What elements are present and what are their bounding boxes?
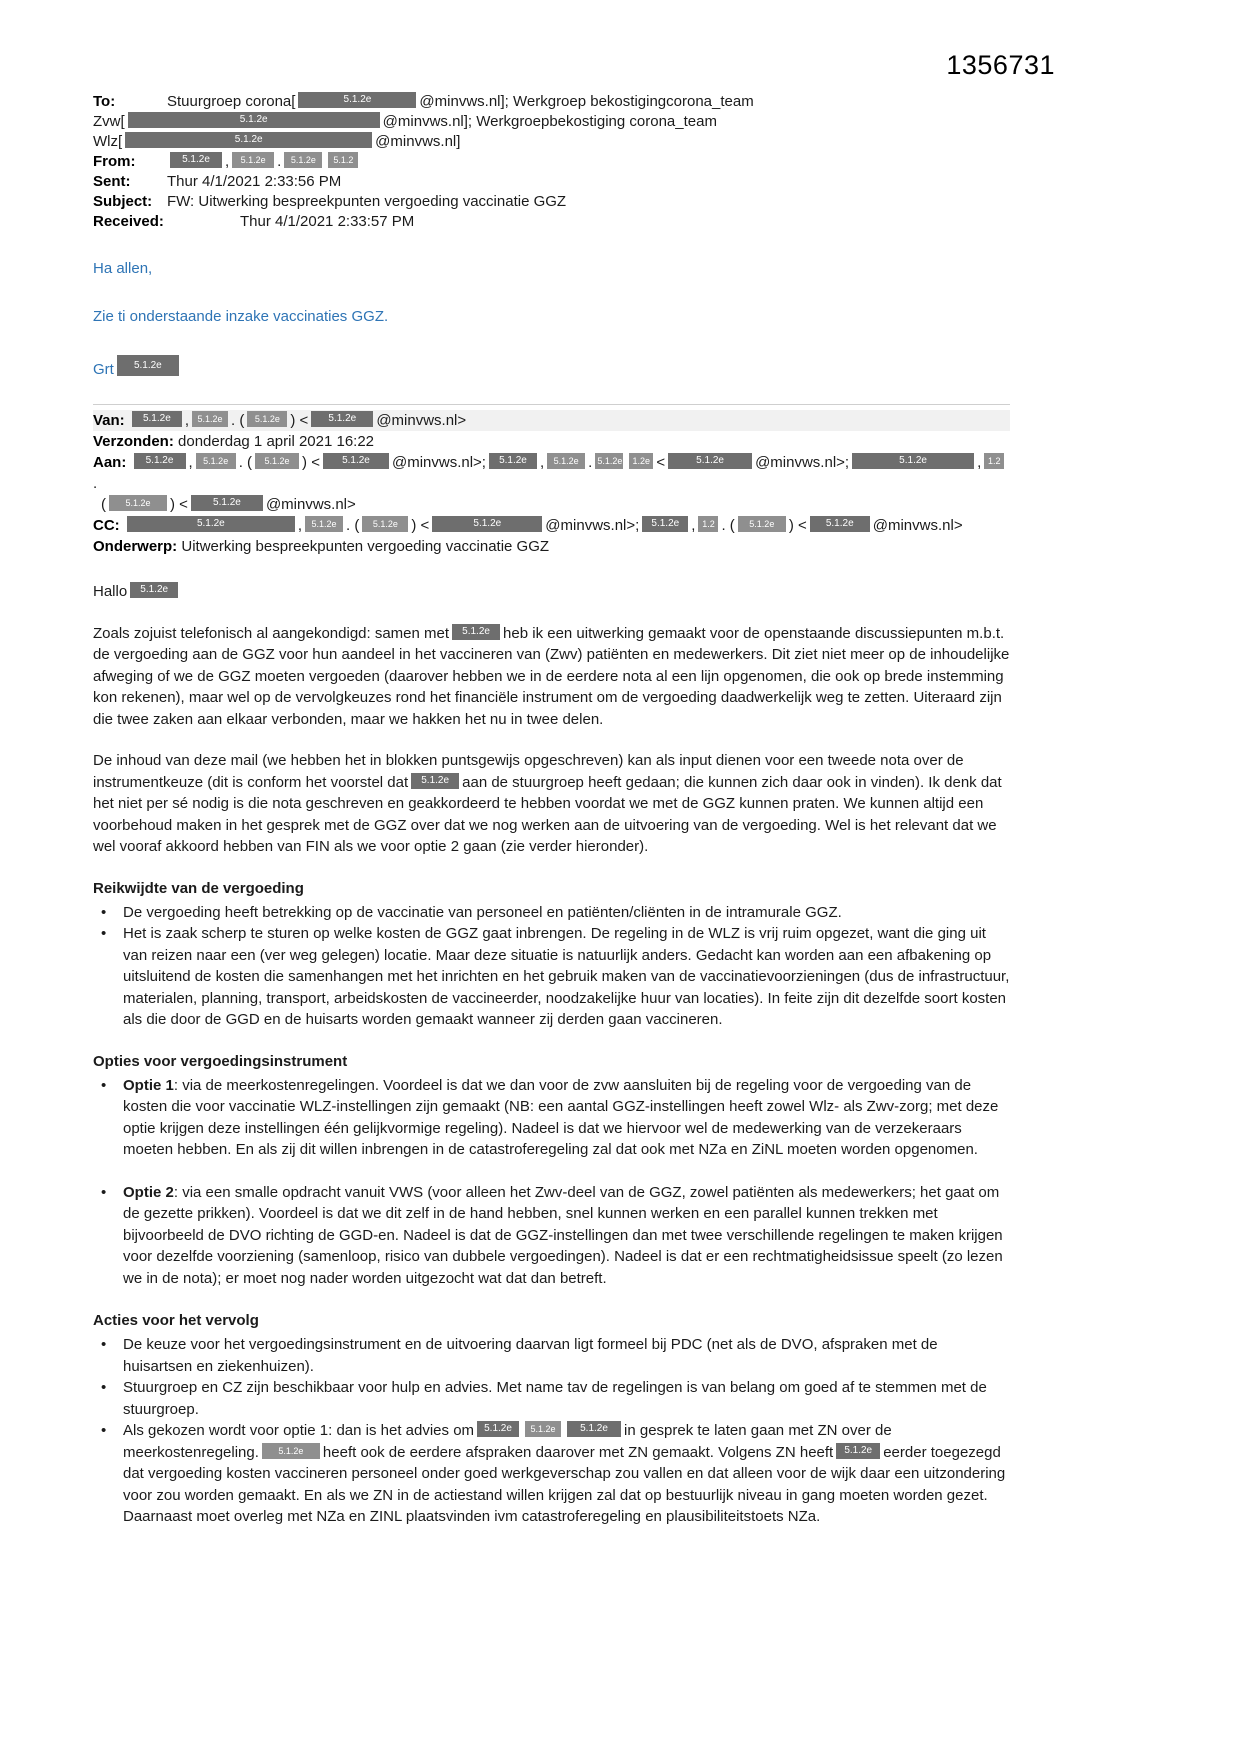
text-run: @minvws.nl]; Werkgroepbekostiging corona_team xyxy=(382,113,717,130)
bullet-marker xyxy=(93,1334,123,1377)
header-field-label: Van: xyxy=(93,412,125,429)
redaction-box: 5.1.2e xyxy=(262,1443,320,1459)
bullet-text xyxy=(123,902,1010,924)
body-paragraph xyxy=(93,623,1010,731)
redaction-box: 5.1.2e xyxy=(477,1421,519,1437)
header-field-value xyxy=(167,92,1010,111)
redaction-box: 5.1.2e xyxy=(525,1421,561,1437)
redaction-box: 5.1.2e xyxy=(134,453,186,469)
text-run: Uitwerking bespreekpunten vergoeding vaccinatie GGZ xyxy=(181,538,550,555)
redaction-box: 5.1.2e xyxy=(411,773,459,789)
redaction-box: 5.1.2e xyxy=(738,516,786,532)
header-field-value xyxy=(167,192,1010,211)
redaction-box: 5.1.2e xyxy=(432,516,542,532)
text-run: Thur 4/1/2021 2:33:56 PM xyxy=(167,173,342,190)
bullet-marker xyxy=(93,1377,123,1420)
text-run: : via de meerkostenregelingen. Voordeel is dat we dan voor de zvw aansluiten bij de regeling voor de vergoeding van de kosten die voor vaccinatie WLZ-instellingen zijn gemaakt (NB: een aantal GGZ-instellingen heeft zowel Wlz- als Zwv-zorg; met deze optie krijgen deze instellingen één gelijkvormige regeling). Nadeel is dat we hiervoor wel de medewerking van de verzekeraars moeten hebben. En als zij dit willen inbrengen in de catastroferegeling zal dat ook met NZa en ZiNL moeten worden opgenomen. xyxy=(123,1076,999,1158)
note-signoff xyxy=(93,355,1010,380)
redaction-box: 5.1.2e xyxy=(117,355,179,376)
bullet-marker xyxy=(93,1182,123,1290)
redaction-box: 5.1.2e xyxy=(452,624,500,640)
body-greeting xyxy=(93,581,1010,603)
text-run: ) < xyxy=(290,412,309,429)
text-run: ) < xyxy=(411,517,430,534)
bullet-item xyxy=(93,1075,1010,1161)
header-field-label: Aan: xyxy=(93,454,127,471)
bullet-text xyxy=(123,1182,1010,1290)
redaction-box: 5.1.2e xyxy=(668,453,752,469)
text-run: @minvws.nl>; xyxy=(391,454,486,471)
text-run: @minvws.nl> xyxy=(265,496,356,513)
text-run: Hallo xyxy=(93,583,128,600)
redaction-box: 1.2e xyxy=(629,453,653,469)
redaction-box: 5.1.2e xyxy=(130,582,178,598)
redaction-box: 5.1.2e xyxy=(311,411,373,427)
text-run: , xyxy=(188,454,193,471)
forward-header-row xyxy=(93,494,1010,515)
redaction-box: 5.1.2e xyxy=(191,495,263,511)
header-row xyxy=(93,152,1010,171)
email-header xyxy=(93,92,1010,231)
text-run: Zoals zojuist telefonisch al aangekondigd: samen met xyxy=(93,624,450,642)
text-run: Grt xyxy=(93,361,114,378)
bullet-text xyxy=(123,1334,1010,1377)
text-run: De vergoeding heeft betrekking op de vaccinatie van personeel en patiënten/cliënten in de intramurale GGZ. xyxy=(123,903,842,921)
redaction-box: 5.1.2e xyxy=(852,453,974,469)
redaction-box: 5.1.2e xyxy=(810,516,870,532)
header-field-label: To: xyxy=(93,93,116,110)
bullet-text xyxy=(123,1420,1010,1528)
text-run: , xyxy=(184,412,190,429)
redaction-box: 5.1.2e xyxy=(255,453,299,469)
redaction-box: 1.2 xyxy=(984,453,1004,469)
redaction-box: 5.1.2e xyxy=(362,516,408,532)
note-line: Ha allen, xyxy=(93,260,153,277)
forward-header-row xyxy=(93,410,1010,431)
redaction-box: 5.1.2e xyxy=(192,411,228,427)
text-run: @minvws.nl]; Werkgroep bekostigingcorona_team xyxy=(419,93,754,110)
text-run: heeft ook de eerdere afspraken daarover met ZN gemaakt. Volgens ZN heeft xyxy=(322,1443,834,1461)
header-row xyxy=(93,132,1010,151)
header-field-value xyxy=(93,132,1010,151)
text-run: @minvws.nl] xyxy=(375,133,461,150)
text-run: ( xyxy=(101,496,106,513)
bullet-text xyxy=(123,923,1010,1031)
bullet-item xyxy=(93,923,1010,1031)
forward-header-row xyxy=(93,452,1010,494)
bullet-marker xyxy=(93,1420,123,1528)
redaction-box: 5.1.2e xyxy=(247,411,287,427)
text-run: donderdag 1 april 2021 16:22 xyxy=(178,433,375,450)
text-run: . ( xyxy=(231,412,245,429)
redaction-box: 5.1.2e xyxy=(128,112,380,128)
text-run: Zvw[ xyxy=(93,113,125,130)
bullet-item xyxy=(93,1334,1010,1377)
text-run: ) < xyxy=(170,496,188,513)
header-field-label: Received: xyxy=(93,213,164,230)
redaction-box: 5.1.2e xyxy=(127,516,295,532)
redaction-box: 5.1.2e xyxy=(196,453,236,469)
bullet-text xyxy=(123,1377,1010,1420)
redaction-box: 5.1.2e xyxy=(170,152,222,168)
note-line: Zie ti onderstaande inzake vaccinaties GGZ. xyxy=(93,308,389,325)
bullet-item xyxy=(93,1377,1010,1420)
bullet-marker xyxy=(93,923,123,1031)
text-run: Als gekozen wordt voor optie 1: dan is het advies om xyxy=(123,1422,475,1439)
text-run: ) < xyxy=(302,454,320,471)
text-run: . xyxy=(588,454,593,471)
header-row xyxy=(93,192,1010,211)
text-run: Stuurgroep en CZ zijn beschikbaar voor hulp en advies. Met name tav de regelingen is van belang om goed af te stemmen met de stuurgroep. xyxy=(123,1379,987,1418)
text-run: , xyxy=(225,153,230,170)
email-body xyxy=(93,581,1010,1528)
text-run: < xyxy=(656,454,666,471)
text-run: heb ik een uitwerking gemaakt voor de openstaande discussiepunten m.b.t. de vergoeding aan de GGZ voor hun aandeel in het vaccineren van (Zwv) patiënten en medewerkers. Dit ziet niet meer op de inhoudelijke afweging of we de GGZ moeten vergoeden (daarover hebben we in de eerdere nota al een lijn opgenomen, die ook op brede instemming kon rekenen), maar wel op de vervolgkeuzes rond het financiële instrument om de vergoeding daadwerkelijk weg te zetten. Uiteraard zijn die twee zaken aan elkaar verbonden, maar we hakken het nu in twee delen. xyxy=(93,624,1010,728)
redaction-box: 5.1.2e xyxy=(109,495,167,511)
text-run: aan de stuurgroep heeft gedaan; die kunnen zich daar ook in vinden). Ik denk dat het niet per sé nodig is die nota geschreven en geakkordeerd te hebben voordat we met de GGZ kunnen praten. We kunnen altijd een voorbehoud maken in het gesprek met de GGZ over dat we nog werken aan de uitvoering van de vergoeding. Wel is het relevant dat we wel vooraf akkoord hebben van FIN als we voor optie 2 gaan (zie verder hieronder). xyxy=(93,773,1002,855)
forwarded-email-header xyxy=(93,404,1010,557)
body-paragraphs xyxy=(93,623,1010,858)
text-run: , xyxy=(977,454,982,471)
redaction-box: 1.2 xyxy=(698,516,718,532)
redaction-box: 5.1.2e xyxy=(489,453,537,469)
redaction-box: 5.1.2e xyxy=(567,1421,621,1437)
forward-header-row xyxy=(93,536,1010,557)
header-field-label: Sent: xyxy=(93,173,131,190)
section-heading: Reikwijdte van de vergoeding xyxy=(93,879,304,897)
body-section xyxy=(93,1051,1010,1290)
header-field-label: Verzonden: xyxy=(93,433,174,450)
bullet-marker xyxy=(93,1075,123,1161)
redaction-box: 5.1.2e xyxy=(298,92,416,108)
header-field-value xyxy=(167,172,1010,191)
forward-note xyxy=(93,259,1010,380)
header-field-label: Onderwerp: xyxy=(93,538,178,555)
header-field-value xyxy=(167,152,1010,171)
text-run-bold: Optie 2 xyxy=(123,1183,174,1201)
text-run: De keuze voor het vergoedingsinstrument en de uitvoering daarvan ligt formeel bij PDC (net als de DVO, afspraken met de huisartsen en ziekenhuizen). xyxy=(123,1336,938,1375)
redaction-box: 5.1.2e xyxy=(642,516,688,532)
body-section xyxy=(93,1310,1010,1528)
text-run: FW: Uitwerking bespreekpunten vergoeding vaccinatie GGZ xyxy=(167,193,567,210)
body-sections xyxy=(93,878,1010,1528)
redaction-box: 5.1.2 xyxy=(328,152,358,168)
bullet-text xyxy=(123,1075,1010,1161)
text-run-bold: Optie 1 xyxy=(123,1076,174,1094)
text-run: @minvws.nl> xyxy=(376,412,467,429)
text-run: in gesprek te laten gaan met ZN over de meerkostenregeling. xyxy=(123,1422,892,1461)
section-heading: Acties voor het vervolg xyxy=(93,1312,259,1329)
redaction-box: 5.1.2e xyxy=(132,411,182,427)
text-run: eerder toegezegd dat vergoeding kosten vaccineren personeel onder goed werkgeverschap zou vallen en dat alleen voor de wijk daar een uitzondering voor zou worden gemaakt. En als we ZN in de actiestand willen krijgen zal dat op bestuurlijk niveau in gang moeten worden gezet. Daarnaast moet overleg met NZa en ZINL plaatsvinden ivm catastroferegeling en plausibiliteitstoets NZa. xyxy=(123,1443,1006,1525)
header-row xyxy=(93,172,1010,191)
redaction-box: 5.1.2e xyxy=(284,152,322,168)
bullet-marker xyxy=(93,902,123,924)
header-field-label: From: xyxy=(93,153,136,170)
body-section xyxy=(93,878,1010,1031)
body-paragraph xyxy=(93,750,1010,858)
forward-header-row xyxy=(93,515,1010,536)
text-run: . ( xyxy=(238,454,253,471)
text-run: Het is zaak scherp te sturen op welke kosten de GGZ gaat inbrengen. De regeling in de WLZ is vrij ruim opgezet, want die ging uit van reizen naar een (ver weg gelegen) locatie. Maar deze situatie is natuurlijk anders. Gedacht kan worden aan een afbakening op uitsluitend de kosten die samenhangen met het inrichten en het gebruik maken van de vaccinatievoorzieningen (dus de infrastructuur, materialen, planning, transport, arbeidskosten de vaccineerder, noodzakelijke huur van locaties). In feite zijn dit dezelfde soort kosten als die door de GGD en de huisarts worden gemaakt wanneer zij derden gaan vaccineren. xyxy=(123,925,1010,1028)
header-row xyxy=(93,112,1010,131)
text-run: , xyxy=(297,517,303,534)
redaction-box: 5.1.2e xyxy=(232,152,274,168)
redaction-box: 5.1.2e xyxy=(595,453,623,469)
text-run: . ( xyxy=(346,517,360,534)
text-run: . xyxy=(93,475,98,492)
text-run: , xyxy=(691,517,696,534)
redaction-box: 5.1.2e xyxy=(125,132,372,148)
redaction-box: 5.1.2e xyxy=(323,453,389,469)
text-run: De inhoud van deze mail (we hebben het in blokken puntsgewijs opgeschreven) kan als input dienen voor een tweede nota over de instrumentkeuze (dit is conform het voorstel dat xyxy=(93,752,964,791)
header-field-value xyxy=(167,212,1010,231)
text-run: @minvws.nl> xyxy=(872,517,963,534)
document-number: 1356731 xyxy=(946,50,1055,80)
text-run: @minvws.nl>; xyxy=(545,517,640,534)
redaction-box: 5.1.2e xyxy=(836,1443,880,1459)
text-run: : via een smalle opdracht vanuit VWS (voor alleen het Zwv-deel van de GGZ, zowel patiënten als medewerkers; het gaat om de gezette prikken). Voordeel is dat we dit zelf in de hand hebben, snel kunnen werken en een parallel kunnen trekken met bijvoorbeeld de DVO richting de GGD-en. Nadeel is dat de GGZ-instellingen dan met twee verschillende regelingen te maken krijgen voor dezelfde voorziening (samenloop, risico van dubbele vergoedingen). Nadeel is dat er een rechtmatigheidsissue speelt (zo lezen we in de nota); er moet nog nader worden uitgezocht wat dat dan betreft. xyxy=(123,1183,1003,1287)
bullet-item xyxy=(93,1182,1010,1290)
header-row xyxy=(93,92,1010,111)
redaction-box: 5.1.2e xyxy=(305,516,343,532)
text-run: @minvws.nl>; xyxy=(755,454,850,471)
header-field-label: CC: xyxy=(93,517,120,534)
text-run: . ( xyxy=(721,517,735,534)
text-run: , xyxy=(539,454,545,471)
text-run: Thur 4/1/2021 2:33:57 PM xyxy=(240,213,415,230)
header-field-label: Subject: xyxy=(93,193,153,210)
section-heading: Opties voor vergoedingsinstrument xyxy=(93,1052,348,1070)
text-run: Wlz[ xyxy=(93,133,123,150)
bullet-item xyxy=(93,902,1010,924)
bullet-item xyxy=(93,1420,1010,1528)
text-run: . xyxy=(277,153,282,170)
text-run: ) < xyxy=(788,517,807,534)
text-run: Stuurgroep corona[ xyxy=(167,93,296,110)
redaction-box: 5.1.2e xyxy=(547,453,585,469)
header-row xyxy=(93,212,1010,231)
header-field-value xyxy=(93,112,1010,131)
forward-header-row xyxy=(93,431,1010,452)
